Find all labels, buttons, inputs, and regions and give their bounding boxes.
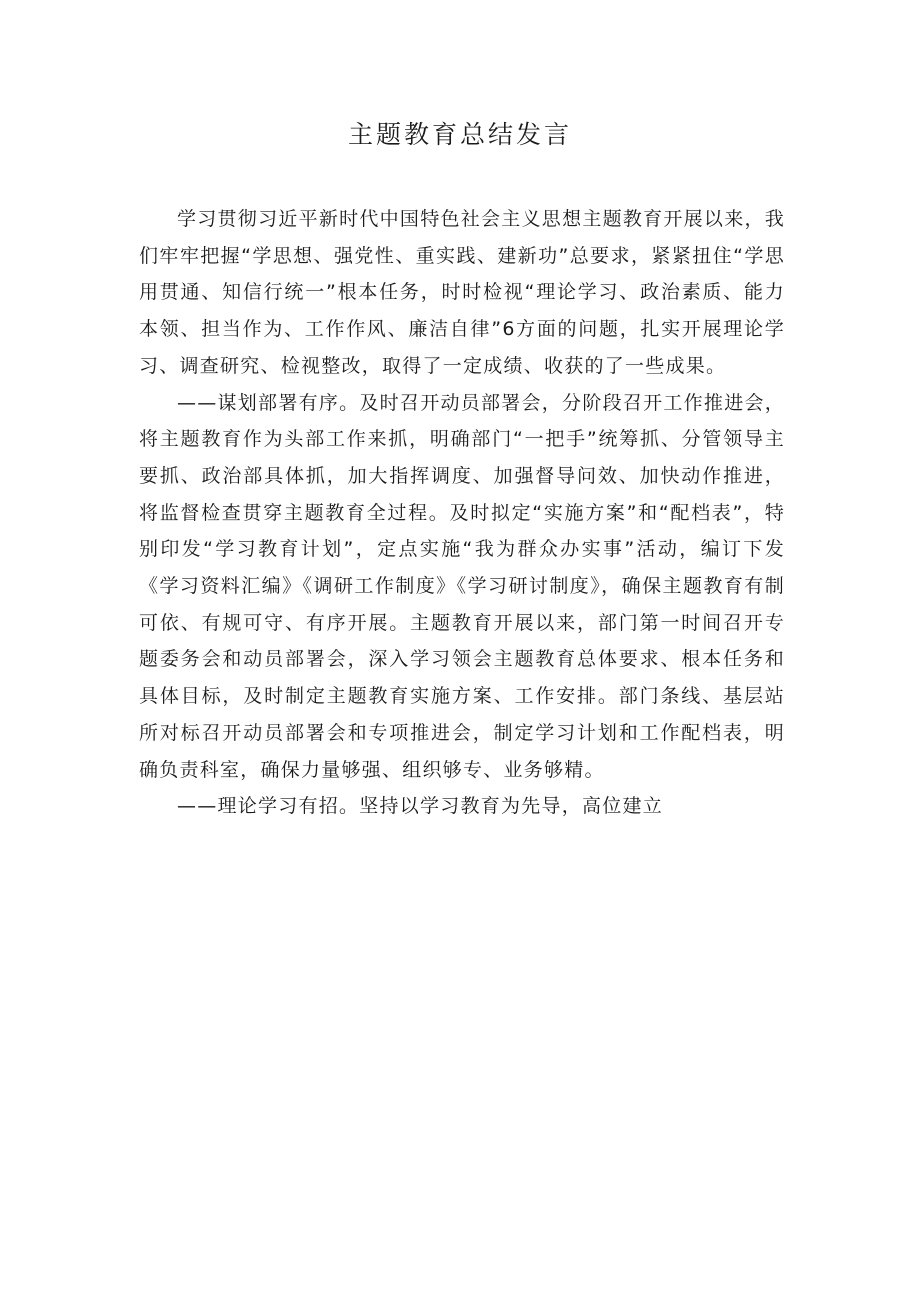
document-title: 主题教育总结发言 xyxy=(347,120,572,149)
paragraph-theory-study: ——理论学习有招。坚持以学习教育为先导，高位建立 xyxy=(177,795,664,818)
paragraph-intro: 学习贯彻习近平新时代中国特色社会主义思想主题教育开展以来，我们牢牢把握“学思想、强党性、重实践、建新功”总要求，紧紧扭住“学思用贯通、知信行统一”根本任务，时时检视“理论学习、政治素质、能力本领、担当作为、工作作风、廉洁自律”6方面的问题，扎实开展理论学习、调查研究、检视整改，取得了一定成绩、收获的了一些成果。 xyxy=(139,208,785,377)
document-body xyxy=(139,201,785,825)
paragraph-planning: ——谋划部署有序。及时召开动员部署会，分阶段召开工作推进会，将主题教育作为头部工作来抓，明确部门“一把手”统筹抓、分管领导主要抓、政治部具体抓，加大指挥调度、加强督导问效、加快动作推进，将监督检查贯穿主题教育全过程。及时拟定“实施方案”和“配档表”，特别印发“学习教育计划”，定点实施“我为群众办实事”活动，编订下发《学习资料汇编》《调研工作制度》《学习研讨制度》，确保主题教育有制可依、有规可守、有序开展。主题教育开展以来，部门第一时间召开专题委务会和动员部署会，深入学习领会主题教育总体要求、根本任务和具体目标，及时制定主题教育实施方案、工作安排。部门条线、基层站所对标召开动员部署会和专项推进会，制定学习计划和工作配档表，明确负责科室，确保力量够强、组织够专、业务够精。 xyxy=(139,391,785,781)
